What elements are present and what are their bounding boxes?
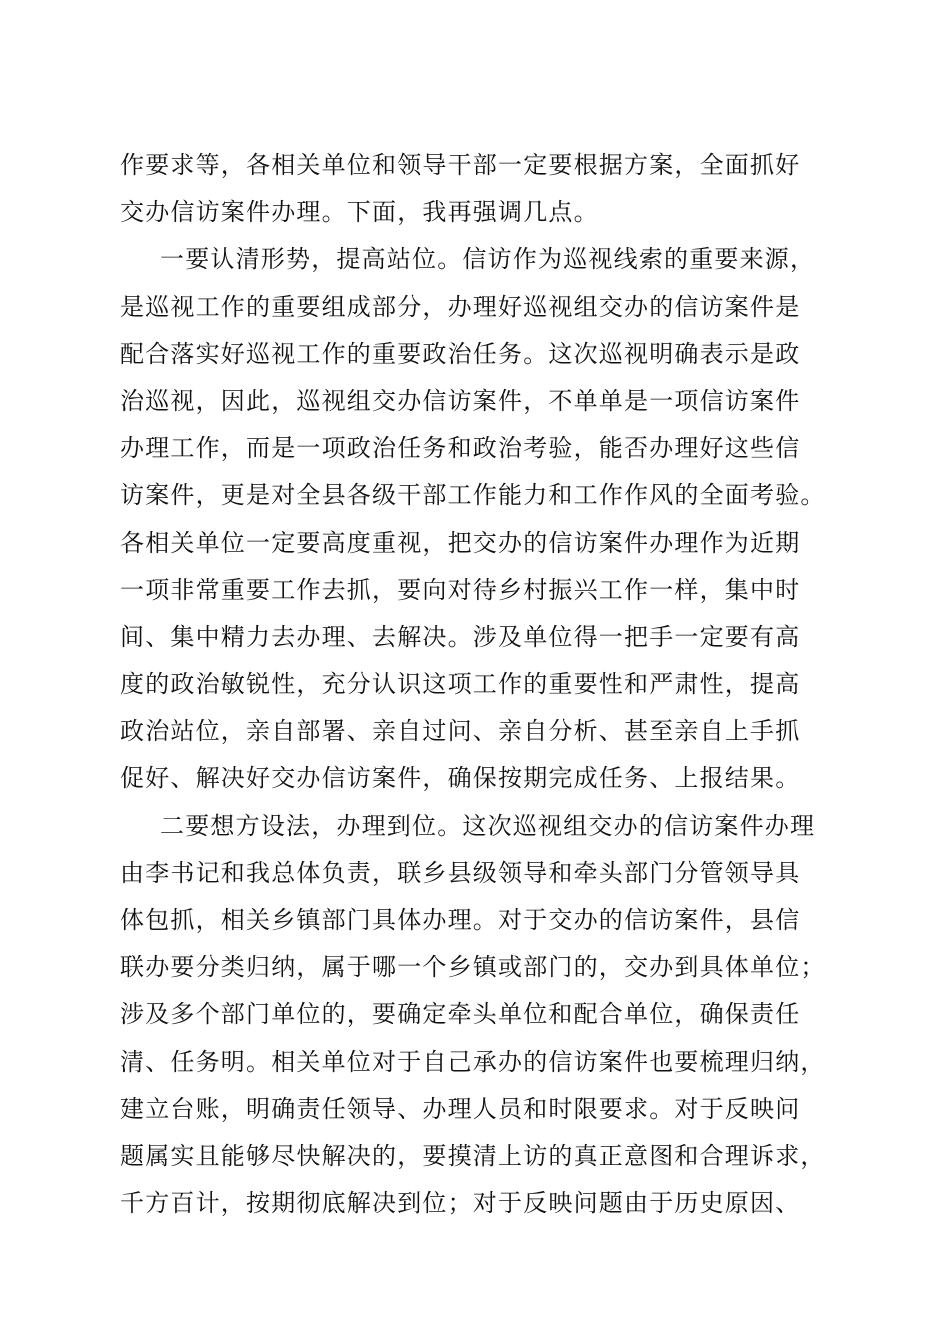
text-line: 交办信访案件办理。下面，我再强调几点。 bbox=[120, 198, 599, 227]
text-line: 各相关单位一定要高度重视，把交办的信访案件办理作为近期 bbox=[120, 528, 801, 557]
text-line: 题属实且能够尽快解决的，要摸清上访的真正意图和合理诉求， bbox=[120, 1141, 826, 1170]
text-line: 一项非常重要工作去抓，要向对待乡村振兴工作一样，集中时 bbox=[120, 575, 801, 604]
text-line: 体包抓，相关乡镇部门具体办理。对于交办的信访案件，县信 bbox=[120, 906, 801, 934]
text-line: 作要求等，各相关单位和领导干部一定要根据方案，全面抓好 bbox=[120, 151, 801, 179]
text-line: 由李书记和我总体负责，联乡县级领导和牵头部门分管领导具 bbox=[120, 858, 801, 887]
text-line: 配合落实好巡视工作的重要政治任务。这次巡视明确表示是政 bbox=[120, 339, 801, 368]
text-line: 促好、解决好交办信访案件，确保按期完成任务、上报结果。 bbox=[120, 764, 801, 793]
text-line: 治巡视，因此，巡视组交办信访案件，不单单是一项信访案件 bbox=[120, 386, 801, 415]
text-line: 办理工作，而是一项政治任务和政治考验，能否办理好这些信 bbox=[120, 434, 801, 463]
text-line: 千方百计，按期彻底解决到位；对于反映问题由于历史原因、 bbox=[120, 1189, 801, 1218]
text-line: 建立台账，明确责任领导、办理人员和时限要求。对于反映问 bbox=[120, 1094, 801, 1123]
text-line: 度的政治敏锐性，充分认识这项工作的重要性和严肃性，提高 bbox=[120, 670, 801, 699]
text-line: 涉及多个部门单位的，要确定牵头单位和配合单位，确保责任 bbox=[120, 1000, 801, 1029]
text-line: 政治站位，亲自部署、亲自过问、亲自分析、甚至亲自上手抓 bbox=[120, 717, 801, 746]
text-line: 间、集中精力去办理、去解决。涉及单位得一把手一定要有高 bbox=[120, 622, 801, 651]
body-text bbox=[120, 142, 845, 1227]
paragraph-start-line: 二要想方设法，办理到位。这次巡视组交办的信访案件办理 bbox=[160, 811, 816, 840]
paragraph-start-line: 一要认清形势，提高站位。信访作为巡视线索的重要来源， bbox=[160, 245, 816, 274]
text-line: 是巡视工作的重要组成部分，办理好巡视组交办的信访案件是 bbox=[120, 292, 801, 321]
text-line: 联办要分类归纳，属于哪一个乡镇或部门的，交办到具体单位； bbox=[120, 953, 826, 982]
text-line: 访案件，更是对全县各级干部工作能力和工作作风的全面考验。 bbox=[120, 481, 826, 510]
text-line: 清、任务明。相关单位对于自己承办的信访案件也要梳理归纳， bbox=[120, 1047, 826, 1076]
